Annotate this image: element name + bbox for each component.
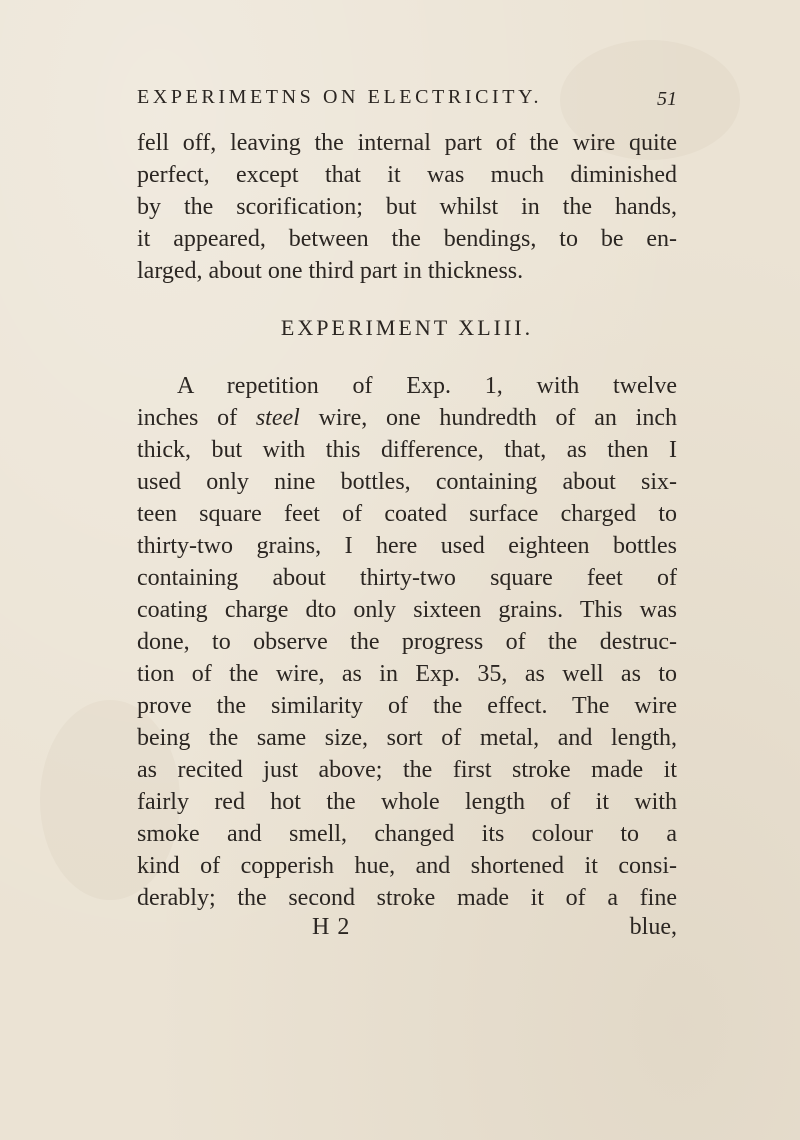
text-line: as recited just above; the first stroke made it (137, 757, 677, 783)
text-line: derably; the second stroke made it of a fine (137, 885, 677, 911)
catchword: blue, (629, 914, 677, 940)
signature-mark: H 2 (312, 914, 351, 940)
text-line: it appeared, between the bendings, to be en- (137, 226, 677, 252)
text-line: fell off, leaving the internal part of the wire quite (137, 130, 677, 156)
page-number: 51 (657, 88, 677, 110)
text-line: thirty-two grains, I here used eighteen bottles (137, 533, 677, 559)
text-line: thick, but with this difference, that, as then I (137, 437, 677, 463)
text-line: kind of copperish hue, and shortened it consi- (137, 853, 677, 879)
text-line: done, to observe the progress of the destruc- (137, 629, 677, 655)
text-line: containing about thirty-two square feet of (137, 565, 677, 591)
text-run: inches of (137, 405, 256, 431)
running-title: EXPERIMETNS ON ELECTRICITY. (137, 86, 543, 108)
text-line: perfect, except that it was much diminished (137, 162, 677, 188)
italic-word: steel (255, 405, 300, 431)
text-run: wire, one hundredth of an inch (299, 405, 677, 431)
text-line (137, 402, 677, 434)
running-head (137, 86, 677, 116)
text-line: coating charge dto only sixteen grains. This was (137, 597, 677, 623)
page-footer (137, 914, 677, 946)
text-line: smoke and smell, changed its colour to a (137, 821, 677, 847)
text-line: fairly red hot the whole length of it with (137, 789, 677, 815)
text-line: being the same size, sort of metal, and length, (137, 725, 677, 751)
text-line: used only nine bottles, containing about six- (137, 469, 677, 495)
text-line: tion of the wire, as in Exp. 35, as well as to (137, 661, 677, 687)
text-line: A repetition of Exp. 1, with twelve (177, 373, 677, 399)
text-line: prove the similarity of the effect. The wire (137, 693, 677, 719)
text-line: larged, about one third part in thickness. (137, 258, 524, 284)
experiment-heading: EXPERIMENT XLIII. (280, 315, 534, 340)
text-line: teen square feet of coated surface charged to (137, 501, 677, 527)
text-line: by the scorification; but whilst in the hands, (137, 194, 677, 220)
